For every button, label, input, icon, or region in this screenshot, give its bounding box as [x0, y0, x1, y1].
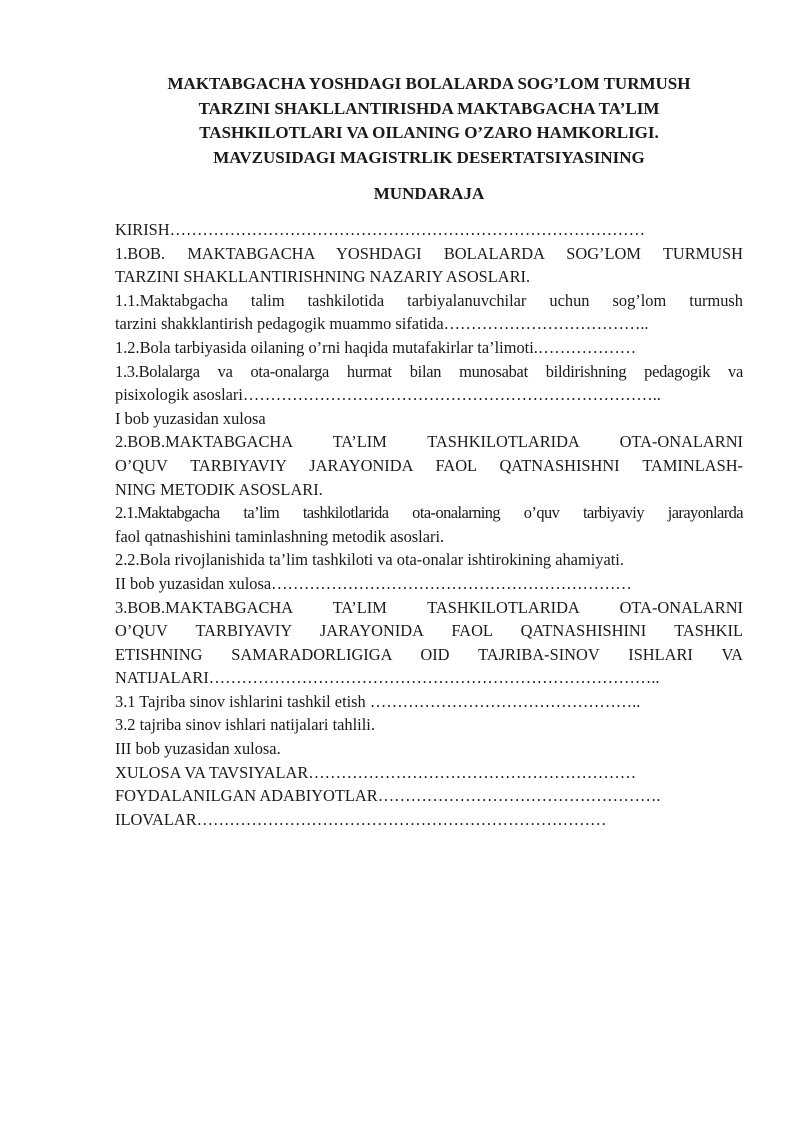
toc-entry-chapter-3-summary: III bob yuzasidan xulosa. — [115, 739, 281, 759]
title-line: TASHKILOTLARI VA OILANING O’ZARO HAMKORLIGI. — [199, 123, 659, 142]
toc-entry-section-2-2: 2.2.Bola rivojlanishida ta’lim tashkiloti va ota-onalar ishtirokining ahamiyati. — [115, 550, 624, 570]
toc-entry-chapter-2-summary: II bob yuzasidan xulosa………………………………………………………… — [115, 573, 632, 593]
toc-line: O’QUV TARBIYAVIY JARAYONIDA FAOL QATNASHISHINI TASHKIL — [115, 621, 743, 641]
toc-entry-section-3-1: 3.1 Tajriba sinov ishlarini tashkil etish ………………………………………….. — [115, 691, 641, 711]
toc-entry-kirish: KIRISH…………………………………………………………………………… — [115, 220, 645, 239]
toc-entry-appendices: ILOVALAR………………………………………………………………… — [115, 809, 607, 829]
toc-entry-section-3-2: 3.2 tajriba sinov ishlari natijalari tahlili. — [115, 715, 375, 735]
toc-line: 2.1.Maktabgacha ta’lim tashkilotlarida ota-onalarning o’quv tarbiyaviy jarayonlarda — [115, 503, 743, 523]
toc-line: 1.BOB. MAKTABGACHA YOSHDAGI BOLALARDA SOG’LOM TURMUSH — [115, 243, 743, 263]
toc-entry-section-1-2: 1.2.Bola tarbiyasida oilaning o’rni haqida mutafakirlar ta’limoti.……………… — [115, 337, 637, 357]
toc-line: tarzini shakklantirish pedagogik muammo sifatida……………………………….. — [115, 314, 649, 334]
toc-line: 2.BOB.MAKTABGACHA TA’LIM TASHKILOTLARIDA OTA-ONALARNI — [115, 432, 743, 452]
toc-entry-section-2-1 — [115, 501, 743, 548]
toc-line: NATIJALARI……………………………………………………………………….. — [115, 668, 660, 688]
toc-line: faol qatnashishini taminlashning metodik asoslari. — [115, 526, 445, 546]
toc-entry-references: FOYDALANILGAN ADABIYOTLAR……………………………………………. — [115, 786, 661, 806]
document-page — [115, 72, 743, 831]
toc-line: 3.BOB.MAKTABGACHA TA’LIM TASHKILOTLARIDA OTA-ONALARNI — [115, 597, 743, 617]
toc-line: 1.3.Bolalarga va ota-onalarga hurmat bilan munosabat bildirishning pedagogik va — [115, 361, 743, 381]
toc-entry-chapter-3 — [115, 596, 743, 690]
toc-line: O’QUV TARBIYAVIY JARAYONIDA FAOL QATNASHISHNI TAMINLASH- — [115, 455, 743, 475]
toc-line: TARZINI SHAKLLANTIRISHNING NAZARIY ASOSLARI. — [115, 267, 531, 287]
toc-entry-section-1-1 — [115, 289, 743, 336]
toc-line: pisixologik asoslari………………………………………………………………….. — [115, 385, 661, 405]
toc-entry-chapter-1 — [115, 242, 743, 289]
title-line: MAKTABGACHA YOSHDAGI BOLALARDA SOG’LOM TURMUSH — [167, 74, 691, 93]
toc-heading: MUNDARAJA — [373, 184, 485, 203]
toc-entry-conclusions: XULOSA VA TAVSIYALAR…………………………………………………… — [115, 762, 637, 782]
toc-entry-chapter-1-summary: I bob yuzasidan xulosa — [115, 408, 266, 428]
table-of-contents — [115, 218, 743, 831]
toc-line: ETISHNING SAMARADORLIGIGA OID TAJRIBA-SINOV ISHLARI VA — [115, 644, 743, 664]
toc-line: NING METODIK ASOSLARI. — [115, 479, 323, 499]
toc-entry-section-1-3 — [115, 360, 743, 407]
title-line: MAVZUSIDAGI MAGISTRLIK DESERTATSIYASINING — [213, 147, 645, 167]
toc-entry-chapter-2 — [115, 430, 743, 501]
title-line: TARZINI SHAKLLANTIRISHDA MAKTABGACHA TA’LIM — [198, 98, 660, 118]
toc-line: 1.1.Maktabgacha talim tashkilotida tarbiyalanuvchilar uchun sog’lom turmush — [115, 290, 743, 310]
document-title — [115, 72, 743, 170]
